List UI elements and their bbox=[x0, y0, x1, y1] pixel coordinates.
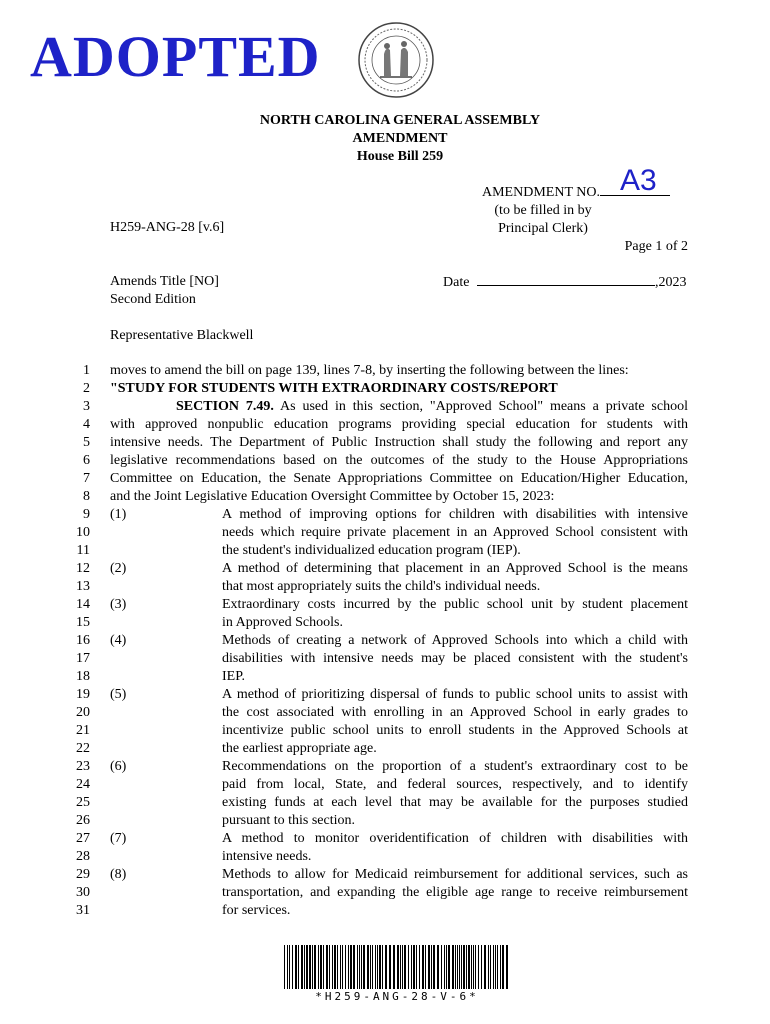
list-item-number bbox=[110, 578, 186, 596]
list-item-number: (6) bbox=[110, 759, 127, 774]
barcode-bar bbox=[312, 945, 313, 989]
barcode-bar bbox=[446, 945, 447, 989]
list-item-line bbox=[110, 722, 688, 740]
barcode-bar bbox=[295, 945, 297, 989]
amendment-body bbox=[110, 362, 688, 920]
barcode-bar bbox=[334, 945, 336, 989]
body-line: Committee on Education, the Senate Appropriations Committee on Education/Higher Education, bbox=[110, 471, 688, 486]
barcode-bar bbox=[337, 945, 338, 989]
barcode-bar bbox=[495, 945, 496, 989]
barcode-bar bbox=[422, 945, 424, 989]
barcode-bar bbox=[318, 945, 319, 989]
barcode-bar bbox=[413, 945, 415, 989]
barcode-bar bbox=[428, 945, 430, 989]
list-item-line bbox=[110, 650, 688, 668]
barcode-bar bbox=[370, 945, 371, 989]
list-item-line bbox=[110, 740, 688, 758]
barcode-bar bbox=[363, 945, 365, 989]
barcode-bar bbox=[289, 945, 290, 989]
list-item-line bbox=[110, 578, 688, 596]
barcode-bar bbox=[433, 945, 435, 989]
barcode-bar bbox=[484, 945, 486, 989]
line-number: 19 bbox=[76, 687, 90, 702]
barcode-bar bbox=[416, 945, 417, 989]
barcode-bar bbox=[481, 945, 482, 989]
list-item-number bbox=[110, 902, 186, 920]
line-number: 5 bbox=[83, 435, 90, 450]
list-item-number bbox=[110, 740, 186, 758]
barcode-bar bbox=[372, 945, 373, 989]
barcode-bar bbox=[292, 945, 293, 989]
list-item-number: (3) bbox=[110, 597, 127, 612]
list-item-number bbox=[110, 542, 186, 560]
list-item-text: for services. bbox=[222, 903, 291, 918]
barcode-bar bbox=[375, 945, 376, 989]
barcode-bar bbox=[468, 945, 470, 989]
barcode-bar bbox=[353, 945, 355, 989]
list-item-line bbox=[110, 812, 688, 830]
barcode-bar bbox=[471, 945, 472, 989]
study-items-list bbox=[110, 506, 688, 920]
barcode-bar bbox=[298, 945, 299, 989]
barcode-bar bbox=[441, 945, 442, 989]
sponsor: Representative Blackwell bbox=[110, 328, 254, 343]
barcode-bar bbox=[320, 945, 322, 989]
list-item-line bbox=[110, 776, 688, 794]
line-number: 18 bbox=[76, 669, 90, 684]
list-item-text: paid from local, State, and federal sources, respectively, and to identify bbox=[222, 777, 688, 792]
body-line: intensive needs. The Department of Public Instruction shall study the following and report any bbox=[110, 435, 688, 450]
barcode-bar bbox=[400, 945, 401, 989]
barcode-bar bbox=[340, 945, 341, 989]
list-item-text: A method of determining that placement in an Approved School is the means bbox=[222, 561, 688, 576]
barcode-bar bbox=[455, 945, 456, 989]
barcode-bar bbox=[408, 945, 409, 989]
line-number: 26 bbox=[76, 813, 90, 828]
amendment-heading: AMENDMENT bbox=[352, 131, 448, 146]
list-item-text: Recommendations on the proportion of a student's extraordinary cost to be bbox=[222, 759, 688, 774]
list-item-text: the earliest appropriate age. bbox=[222, 741, 377, 756]
assembly-heading: NORTH CAROLINA GENERAL ASSEMBLY bbox=[259, 113, 541, 128]
barcode-bar bbox=[389, 945, 391, 989]
barcode-bar bbox=[345, 945, 346, 989]
barcode-bar bbox=[404, 945, 406, 989]
barcode-text: *H259-ANG-28-V-6* bbox=[315, 990, 479, 1003]
body-line: moves to amend the bill on page 139, lines 7-8, by inserting the following between the lines: bbox=[110, 363, 629, 378]
list-item-number bbox=[110, 884, 186, 902]
fill-note: (to be filled in by Principal Clerk) bbox=[494, 203, 592, 236]
list-item-line bbox=[110, 902, 688, 920]
list-item-text: Extraordinary costs incurred by the public school unit by student placement bbox=[222, 597, 688, 612]
barcode-bar bbox=[459, 945, 460, 989]
list-item-number bbox=[110, 524, 186, 542]
barcode-bar bbox=[437, 945, 439, 989]
barcode-bar bbox=[500, 945, 501, 989]
list-item-line bbox=[110, 614, 688, 632]
list-item-text: pursuant to this section. bbox=[222, 813, 355, 828]
line-number: 7 bbox=[83, 471, 90, 486]
list-item-line bbox=[110, 632, 688, 650]
line-number: 12 bbox=[76, 561, 90, 576]
list-item-text: that most appropriately suits the child's individual needs. bbox=[222, 579, 541, 594]
barcode-bar bbox=[382, 945, 383, 989]
list-item-line bbox=[110, 686, 688, 704]
list-item-line bbox=[110, 884, 688, 902]
bill-version-id: H259-ANG-28 [v.6] bbox=[110, 220, 225, 235]
list-item-number bbox=[110, 668, 186, 686]
body-line: SECTION 7.49. As used in this section, "Approved School" means a private school bbox=[176, 399, 688, 414]
list-item-text: IEP. bbox=[222, 669, 245, 684]
barcode-bar bbox=[361, 945, 362, 989]
list-item-line bbox=[110, 542, 688, 560]
line-number: 3 bbox=[83, 399, 90, 414]
list-item-text: in Approved Schools. bbox=[222, 615, 343, 630]
barcode-bar bbox=[463, 945, 465, 989]
bill-heading: House Bill 259 bbox=[356, 149, 444, 164]
barcode-bar bbox=[493, 945, 494, 989]
barcode-bar bbox=[348, 945, 349, 989]
line-number: 4 bbox=[83, 417, 90, 432]
line-number: 1 bbox=[83, 363, 90, 378]
barcode-bar bbox=[457, 945, 458, 989]
adopted-stamp: ADOPTED bbox=[30, 24, 321, 89]
barcode-bar bbox=[397, 945, 399, 989]
list-item-text: Methods of creating a network of Approved Schools into which a child with bbox=[222, 633, 688, 648]
list-item-line bbox=[110, 506, 688, 524]
barcode-bar bbox=[466, 945, 467, 989]
barcode-bar bbox=[301, 945, 303, 989]
line-number: 23 bbox=[76, 759, 90, 774]
barcode-bar bbox=[332, 945, 333, 989]
barcode-bar bbox=[304, 945, 305, 989]
section-number: SECTION 7.49. bbox=[176, 399, 274, 414]
list-item-text: incentivize public school units to enroll students in the Approved Schools at bbox=[222, 723, 688, 738]
list-item-line bbox=[110, 830, 688, 848]
barcode-bar bbox=[478, 945, 479, 989]
barcode-bar bbox=[488, 945, 489, 989]
line-number: 24 bbox=[76, 777, 90, 792]
list-item-number: (8) bbox=[110, 867, 127, 882]
barcode-bar bbox=[475, 945, 476, 989]
line-number: 21 bbox=[76, 723, 90, 738]
list-item-line bbox=[110, 704, 688, 722]
barcode-bar bbox=[502, 945, 504, 989]
list-item-line bbox=[110, 524, 688, 542]
body-line: with approved nonpublic education programs providing special education for students with bbox=[110, 417, 688, 432]
list-item-text: intensive needs. bbox=[222, 849, 312, 864]
list-item-line bbox=[110, 758, 688, 776]
line-number: 28 bbox=[76, 849, 90, 864]
line-numbers bbox=[60, 362, 90, 920]
list-item-number bbox=[110, 848, 186, 866]
list-item-number bbox=[110, 704, 186, 722]
barcode-bar bbox=[393, 945, 395, 989]
state-seal-icon bbox=[356, 20, 436, 100]
barcode-bar bbox=[287, 945, 288, 989]
barcode-bar bbox=[284, 945, 285, 989]
line-number: 30 bbox=[76, 885, 90, 900]
line-number: 6 bbox=[83, 453, 90, 468]
line-number: 2 bbox=[83, 381, 90, 396]
edition: Second Edition bbox=[110, 292, 196, 307]
barcode-bar bbox=[359, 945, 360, 989]
list-item-number bbox=[110, 650, 186, 668]
list-item-number bbox=[110, 776, 186, 794]
list-item-number bbox=[110, 794, 186, 812]
section-title: "STUDY FOR STUDENTS WITH EXTRAORDINARY COSTS/REPORT bbox=[110, 381, 558, 396]
line-number: 17 bbox=[76, 651, 90, 666]
barcode-bar bbox=[367, 945, 369, 989]
barcode bbox=[284, 945, 510, 989]
barcode-bar bbox=[473, 945, 474, 989]
list-item-line bbox=[110, 668, 688, 686]
list-item-number: (1) bbox=[110, 507, 127, 522]
list-item-text: transportation, and expanding the eligible age range to receive reimbursement bbox=[222, 885, 688, 900]
list-item-text: existing funds at each level that may be available for the purposes studied bbox=[222, 795, 688, 810]
barcode-bar bbox=[323, 945, 324, 989]
line-number: 27 bbox=[76, 831, 90, 846]
list-item-number: (7) bbox=[110, 831, 127, 846]
amendment-number-label: AMENDMENT NO. bbox=[482, 183, 670, 202]
barcode-bar bbox=[402, 945, 403, 989]
barcode-bar bbox=[309, 945, 311, 989]
list-item-text: A method of improving options for children with disabilities with intensive bbox=[222, 507, 688, 522]
list-item-text: needs which require private placement in an Approved School consistent with bbox=[222, 525, 688, 540]
list-item-number: (5) bbox=[110, 687, 127, 702]
barcode-bar bbox=[306, 945, 308, 989]
barcode-bar bbox=[419, 945, 420, 989]
line-number: 10 bbox=[76, 525, 90, 540]
line-number: 29 bbox=[76, 867, 90, 882]
barcode-bar bbox=[461, 945, 462, 989]
barcode-bar bbox=[497, 945, 498, 989]
barcode-bar bbox=[357, 945, 358, 989]
date-field: Date ,2023 bbox=[443, 275, 687, 290]
line-number: 31 bbox=[76, 903, 90, 918]
line-number: 22 bbox=[76, 741, 90, 756]
list-item-line bbox=[110, 794, 688, 812]
barcode-bar bbox=[444, 945, 445, 989]
list-item-line bbox=[110, 560, 688, 578]
barcode-bar bbox=[431, 945, 432, 989]
list-item-line bbox=[110, 848, 688, 866]
barcode-bar bbox=[385, 945, 387, 989]
barcode-bar bbox=[342, 945, 343, 989]
list-item-number: (2) bbox=[110, 561, 127, 576]
line-number: 16 bbox=[76, 633, 90, 648]
list-item-text: the student's individualized education program (IEP). bbox=[222, 543, 521, 558]
barcode-bar bbox=[490, 945, 491, 989]
barcode-bar bbox=[326, 945, 328, 989]
list-item-number bbox=[110, 614, 186, 632]
barcode-bar bbox=[329, 945, 330, 989]
list-item-text: the cost associated with enrolling in an Approved School in early grades to bbox=[222, 705, 688, 720]
barcode-bar bbox=[411, 945, 412, 989]
list-item-number bbox=[110, 812, 186, 830]
line-number: 13 bbox=[76, 579, 90, 594]
amends-title: Amends Title [NO] bbox=[110, 274, 219, 289]
barcode-bar bbox=[350, 945, 352, 989]
body-line: and the Joint Legislative Education Oversight Committee by October 15, 2023: bbox=[110, 489, 555, 504]
barcode-bar bbox=[314, 945, 316, 989]
barcode-bar bbox=[377, 945, 378, 989]
barcode-bar bbox=[452, 945, 454, 989]
line-number: 25 bbox=[76, 795, 90, 810]
barcode-bar bbox=[379, 945, 381, 989]
list-item-number bbox=[110, 722, 186, 740]
list-item-line bbox=[110, 866, 688, 884]
list-item-text: A method to monitor overidentification of children with disabilities with bbox=[222, 831, 688, 846]
list-item-line bbox=[110, 596, 688, 614]
line-number: 11 bbox=[76, 543, 90, 558]
barcode-bar bbox=[448, 945, 450, 989]
line-number: 20 bbox=[76, 705, 90, 720]
list-item-text: disabilities with intensive needs may be placed consistent with the student's bbox=[222, 651, 688, 666]
list-item-text: A method of prioritizing dispersal of funds to public school units to assist with bbox=[222, 687, 688, 702]
page-number: Page 1 of 2 bbox=[624, 239, 688, 254]
barcode-bar bbox=[425, 945, 426, 989]
body-line: legislative recommendations based on the outcomes of the study to the House Appropriations bbox=[110, 453, 688, 468]
list-item-number: (4) bbox=[110, 633, 127, 648]
line-number: 14 bbox=[76, 597, 90, 612]
line-number: 15 bbox=[76, 615, 90, 630]
line-number: 9 bbox=[83, 507, 90, 522]
barcode-bar bbox=[506, 945, 508, 989]
line-number: 8 bbox=[83, 489, 90, 504]
list-item-text: Methods to allow for Medicaid reimbursement for additional services, such as bbox=[222, 867, 688, 882]
amendment-number: A3 bbox=[620, 164, 657, 197]
